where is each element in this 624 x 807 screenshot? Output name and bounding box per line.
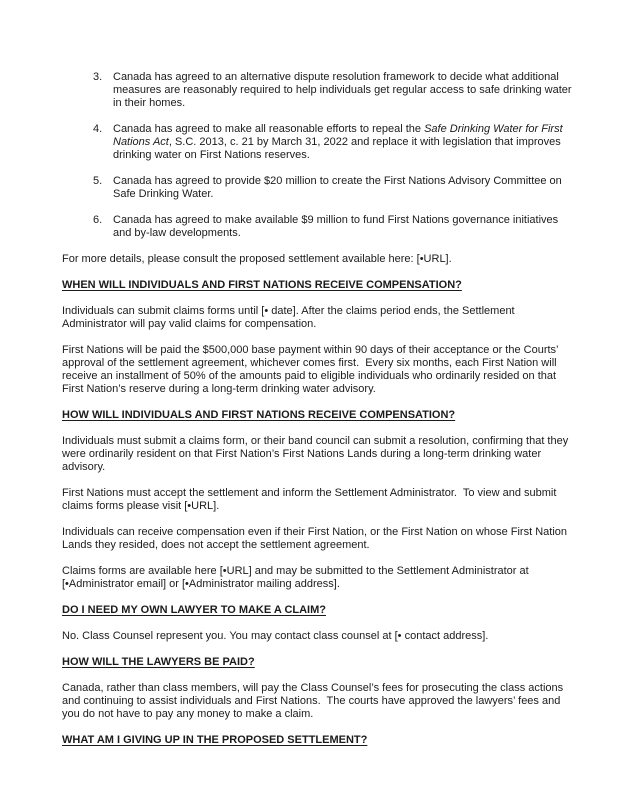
para-first-nations-base-payment — [62, 344, 574, 396]
text-run: Canada has agreed to make available $9 million to fund First Nations governance initiatives and by-law developments. — [113, 214, 562, 239]
heading-giving-up — [62, 734, 574, 747]
text-run: First Nations must accept the settlement and inform the Settlement Administrator. To view and submit claims forms please visit [•URL]. — [62, 487, 560, 512]
list-item-6 — [62, 214, 574, 240]
text-run: Individuals can submit claims forms until [• date]. After the claims period ends, the Settlement Administrator will pay valid claims for compensation. — [62, 305, 518, 330]
para-claims-deadline — [62, 305, 574, 331]
para-more-details — [62, 253, 574, 266]
text-run: First Nations will be paid the $500,000 base payment within 90 days of their acceptance or the Courts’ approval of the settlement agreement, whichever comes first. Every six months, each First Nation will receive an installment of 50% of the amounts paid to eligible individuals who ordinarily resided on that First Nation’s reserve during a long-term drinking water advisory. — [62, 344, 562, 395]
text-run: Individuals can receive compensation even if their First Nation, or the First Nation on whose First Nation Lands they resided, does not accept the settlement agreement. — [62, 526, 571, 551]
text-run: Canada has agreed to make all reasonable efforts to repeal the — [113, 123, 425, 135]
para-canada-pays-fees — [62, 682, 574, 721]
list-item-number: 3. — [93, 71, 103, 83]
heading-own-lawyer — [62, 604, 574, 617]
text-run: No. Class Counsel represent you. You may contact class counsel at [• contact address]. — [62, 630, 489, 642]
para-claims-forms-available — [62, 565, 574, 591]
text-run: Canada has agreed to an alternative dispute resolution framework to decide what additional measures are reasonably required to help individuals get regular access to safe drinking water in their homes. — [113, 71, 575, 109]
para-individuals-claims-form — [62, 435, 574, 474]
list-item-4 — [62, 123, 574, 162]
heading-lawyers-paid — [62, 656, 574, 669]
text-run: For more details, please consult the proposed settlement available here: [•URL]. — [62, 253, 452, 265]
list-item-3 — [62, 71, 574, 110]
statute-title-italic-run: Safe Drinking Water for First Nations Act — [113, 123, 566, 148]
list-item-number: 4. — [93, 123, 103, 135]
text-run: , S.C. 2013, c. 21 by March 31, 2022 and replace it with legislation that improves drinking water on First Nations reserves. — [113, 136, 564, 161]
list-item-text — [113, 175, 574, 201]
text-run: Canada has agreed to provide $20 million to create the First Nations Advisory Committee on Safe Drinking Water. — [113, 175, 565, 200]
list-item-text — [113, 214, 574, 240]
heading-how-will-compensation — [62, 409, 574, 422]
text-run: Canada, rather than class members, will pay the Class Counsel’s fees for prosecuting the class actions and continuing to assist individuals and First Nations. The courts have approved the lawyers’ fees and you do not have to pay any money to make a claim. — [62, 682, 567, 720]
text-run: HOW WILL INDIVIDUALS AND FIRST NATIONS RECEIVE COMPENSATION? — [62, 409, 456, 421]
text-run: HOW WILL THE LAWYERS BE PAID? — [62, 656, 255, 668]
list-item-5 — [62, 175, 574, 201]
text-run: Claims forms are available here [•URL] and may be submitted to the Settlement Administrator at [•Administrator email] or [•Administrator mailing address]. — [62, 565, 532, 590]
para-individuals-receive-compensation — [62, 526, 574, 552]
text-run: DO I NEED MY OWN LAWYER TO MAKE A CLAIM? — [62, 604, 326, 616]
text-run: Individuals must submit a claims form, or their band council can submit a resolution, confirming that they were ordinarily resident on that First Nation’s First Nations Lands during a long-term drinking water advisory. — [62, 435, 572, 473]
text-run: WHEN WILL INDIVIDUALS AND FIRST NATIONS RECEIVE COMPENSATION? — [62, 279, 462, 291]
heading-when-will-compensation — [62, 279, 574, 292]
para-class-counsel — [62, 630, 574, 643]
text-run: WHAT AM I GIVING UP IN THE PROPOSED SETTLEMENT? — [62, 734, 368, 746]
list-item-number: 6. — [93, 214, 103, 226]
list-item-number: 5. — [93, 175, 103, 187]
list-item-text — [113, 123, 574, 162]
document-body — [62, 71, 574, 760]
para-first-nations-accept — [62, 487, 574, 513]
list-item-text — [113, 71, 574, 110]
